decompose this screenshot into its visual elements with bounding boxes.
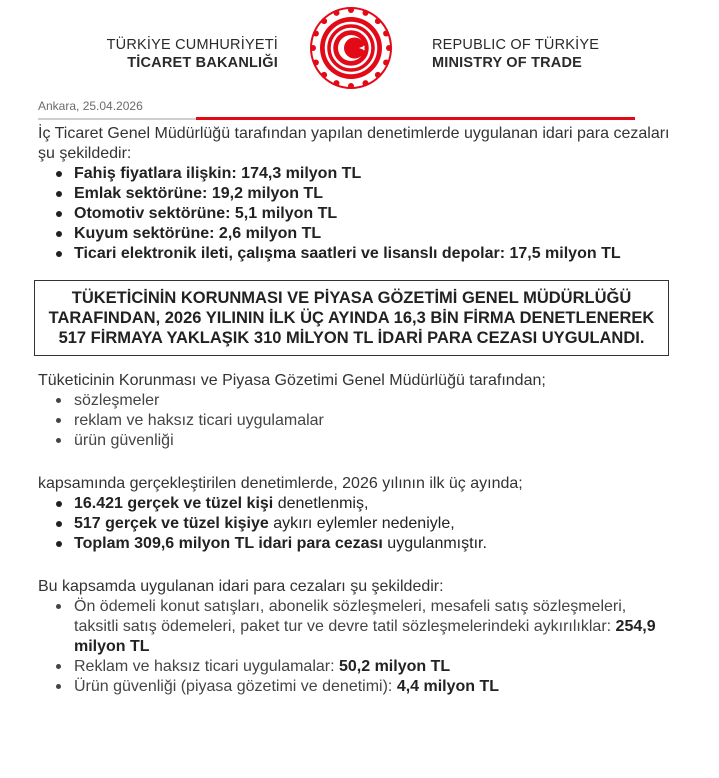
letterhead xyxy=(0,0,719,95)
item-text: Reklam ve haksız ticari uygulamalar: xyxy=(74,658,339,675)
org-en-line1: REPUBLIC OF TÜRKİYE xyxy=(432,37,600,53)
list-item xyxy=(38,494,673,514)
item-bold-text: 517 gerçek ve tüzel kişiye xyxy=(74,515,269,532)
item-text: aykırı eylemler nedeniyle, xyxy=(268,515,455,532)
section3-intro: kapsamında gerçekleştirilen denetimlerde, 2026 yılının ilk üç ayında; xyxy=(38,475,523,492)
list-item: ürün güvenliği xyxy=(38,431,673,451)
section3-list xyxy=(38,494,673,554)
item-bold-text: 16.421 gerçek ve tüzel kişi xyxy=(74,495,274,512)
org-tr-line2: TİCARET BAKANLIĞI xyxy=(127,55,278,71)
list-item xyxy=(38,597,673,657)
org-tr-line1: TÜRKİYE CUMHURİYETİ xyxy=(106,37,278,53)
list-item xyxy=(38,677,673,697)
item-value: 50,2 milyon TL xyxy=(338,658,451,675)
section2-list xyxy=(38,391,673,451)
list-item xyxy=(38,657,673,677)
item-value: 4,4 milyon TL xyxy=(396,678,500,695)
org-en-line2: MINISTRY OF TRADE xyxy=(432,55,583,71)
list-item: sözleşmeler xyxy=(38,391,673,411)
item-text: denetlenmiş, xyxy=(273,495,369,512)
list-item: Kuyum sektörüne: 2,6 milyon TL xyxy=(38,224,673,244)
org-name-english xyxy=(432,36,599,72)
press-release-body xyxy=(38,124,673,697)
list-item: Emlak sektörüne: 19,2 milyon TL xyxy=(38,184,673,204)
ministry-logo-icon xyxy=(309,6,393,90)
section4-intro: Bu kapsamda uygulanan idari para cezaları şu şekildedir: xyxy=(38,578,444,595)
list-item: Ticari elektronik ileti, çalışma saatleri ve lisanslı depolar: 17,5 milyon TL xyxy=(38,244,673,264)
dateline: Ankara, 25.04.2026 xyxy=(38,99,143,113)
item-text: uygulanmıştır. xyxy=(382,535,487,552)
item-bold-text: Toplam 309,6 milyon TL idari para cezası xyxy=(74,535,383,552)
section1-intro: İç Ticaret Genel Müdürlüğü tarafından yapılan denetimlerde uygulanan idari para cezaları şu şekildedir: xyxy=(38,125,670,162)
list-item: reklam ve haksız ticari uygulamalar xyxy=(38,411,673,431)
org-name-turkish xyxy=(107,36,278,72)
list-item: Otomotiv sektörüne: 5,1 milyon TL xyxy=(38,204,673,224)
list-item xyxy=(38,514,673,534)
item-value: 254,9 milyon TL xyxy=(74,618,656,655)
list-item: Fahiş fiyatlara ilişkin: 174,3 milyon TL xyxy=(38,164,673,184)
divider-red xyxy=(196,117,635,120)
section1-list xyxy=(38,164,673,264)
headline-box: TÜKETİCİNİN KORUNMASI VE PİYASA GÖZETİMİ GENEL MÜDÜRLÜĞÜ TARAFINDAN, 2026 YILININ İLK ÜÇ AYINDA 16,3 BİN FİRMA DENETLENEREK 517 FİRMAYA YAKLAŞIK 310 MİLYON TL İDARİ PARA CEZASI UYGULANDI. xyxy=(34,280,669,356)
item-text: Ürün güvenliği (piyasa gözetimi ve denetimi): xyxy=(74,678,397,695)
section2-intro: Tüketicinin Korunması ve Piyasa Gözetimi Genel Müdürlüğü tarafından; xyxy=(38,372,546,389)
section4-list xyxy=(38,597,673,697)
list-item xyxy=(38,534,673,554)
item-text: Ön ödemeli konut satışları, abonelik sözleşmeleri, mesafeli satış sözleşmeleri, taksitli satış ödemeleri, paket tur ve devre tatil sözleşmelerindeki aykırılıklar: xyxy=(74,598,627,635)
